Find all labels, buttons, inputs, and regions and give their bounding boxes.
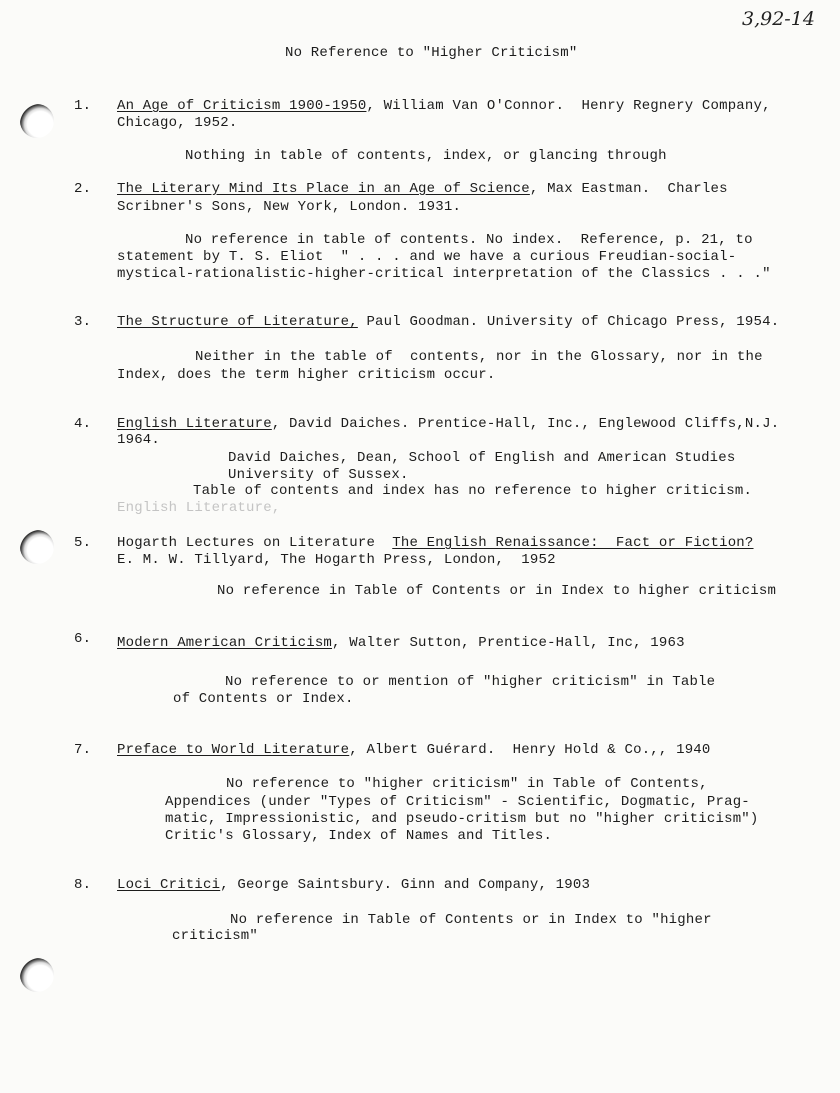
entry-note: matic, Impressionistic, and pseudo-critism but no "higher criticism")	[165, 811, 759, 827]
entry-number: 5.	[74, 535, 92, 551]
entry-note: David Daiches, Dean, School of English and American Studies	[228, 450, 736, 466]
punch-hole	[20, 530, 54, 564]
entry-citation	[117, 314, 779, 330]
entry-title: The Literary Mind Its Place in an Age of Science	[117, 181, 530, 197]
entry-note: Table of contents and index has no reference to higher criticism.	[193, 483, 753, 499]
entry-number: 1.	[74, 98, 92, 114]
punch-hole	[20, 104, 54, 138]
entry-title: The English Renaissance: Fact or Fiction?	[392, 535, 754, 551]
entry-publication: , George Saintsbury. Ginn and Company, 1903	[220, 877, 591, 893]
entry-citation	[117, 742, 711, 758]
entry-note: No reference to or mention of "higher criticism" in Table	[225, 674, 716, 690]
entry-series: Hogarth Lectures on Literature	[117, 535, 393, 551]
entry-note: Appendices (under "Types of Criticism" - Scientific, Dogmatic, Prag-	[165, 794, 750, 810]
entry-title: An Age of Criticism 1900-1950	[117, 98, 367, 114]
punch-hole	[20, 958, 54, 992]
entry-citation	[117, 416, 779, 432]
entry-note: statement by T. S. Eliot " . . . and we have a curious Freudian-social-	[117, 249, 737, 265]
entry-publication: , David Daiches. Prentice-Hall, Inc., Englewood Cliffs,N.J.	[271, 416, 780, 432]
entry-number: 8.	[74, 877, 92, 893]
entry-note: of Contents or Index.	[173, 691, 354, 707]
entry-publication: , Albert Guérard. Henry Hold & Co.,, 1940	[349, 742, 711, 758]
entry-title: The Structure of Literature,	[117, 314, 358, 330]
entry-publication: , Max Eastman. Charles	[529, 181, 728, 197]
entry-title: Modern American Criticism	[117, 635, 333, 651]
entry-continuation: E. M. W. Tillyard, The Hogarth Press, London, 1952	[117, 552, 556, 568]
entry-citation	[117, 181, 728, 197]
entry-citation	[117, 877, 590, 893]
page-title: No Reference to "Higher Criticism"	[285, 45, 578, 61]
entry-note: University of Sussex.	[228, 467, 409, 483]
entry-continuation: 1964.	[117, 432, 161, 448]
entry-note: criticism"	[172, 928, 259, 944]
entry-number: 2.	[74, 181, 92, 197]
entry-title: English Literature	[117, 416, 272, 432]
entry-continuation: Chicago, 1952.	[117, 115, 238, 131]
entry-note: No reference to "higher criticism" in Table of Contents,	[226, 776, 708, 792]
entry-number: 6.	[74, 631, 92, 647]
archive-number: 3,92-14	[742, 8, 815, 30]
entry-note: Nothing in table of contents, index, or glancing through	[185, 148, 667, 164]
entry-publication: Paul Goodman. University of Chicago Press, 1954.	[357, 314, 780, 330]
entry-note: Index, does the term higher criticism occur.	[117, 367, 496, 383]
entry-title: Loci Critici	[117, 877, 221, 893]
entry-note: mystical-rationalistic-higher-critical interpretation of the Classics . . ."	[117, 266, 771, 282]
entry-continuation: Scribner's Sons, New York, London. 1931.	[117, 199, 462, 215]
bleed-through-text: English Literature,	[117, 500, 281, 516]
entry-note: Neither in the table of contents, nor in the Glossary, nor in the	[195, 349, 763, 365]
entry-number: 4.	[74, 416, 92, 432]
entry-citation	[117, 635, 685, 651]
entry-number: 3.	[74, 314, 92, 330]
entry-note: Critic's Glossary, Index of Names and Titles.	[165, 828, 553, 844]
entry-note: No reference in Table of Contents or in Index to "higher	[230, 912, 712, 928]
entry-citation	[117, 98, 771, 114]
entry-publication: , Walter Sutton, Prentice-Hall, Inc, 1963	[332, 635, 685, 651]
entry-title: Preface to World Literature	[117, 742, 350, 758]
entry-number: 7.	[74, 742, 92, 758]
entry-citation	[117, 535, 754, 551]
entry-publication: , William Van O'Connor. Henry Regnery Company,	[366, 98, 771, 114]
entry-note: No reference in table of contents. No index. Reference, p. 21, to	[185, 232, 753, 248]
entry-note: No reference in Table of Contents or in Index to higher criticism	[217, 583, 777, 599]
